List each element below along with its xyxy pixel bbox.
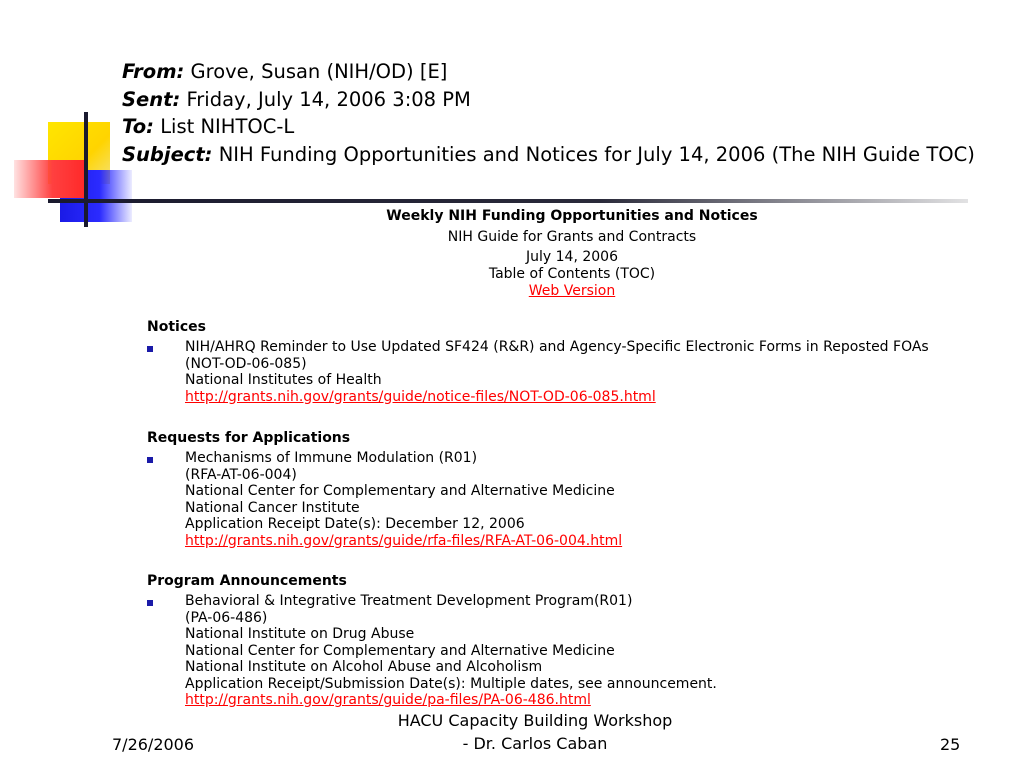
- subject-value: NIH Funding Opportunities and Notices for July 14, 2006 (The NIH Guide TOC): [218, 142, 975, 166]
- notices-heading: Notices: [147, 319, 206, 335]
- logo-red-square: [14, 160, 84, 198]
- footer-page-number: 25: [940, 735, 961, 754]
- logo-vertical-line: [84, 112, 88, 227]
- subject-row: [122, 141, 1017, 169]
- pa-line-2: (PA-06-486): [185, 609, 268, 626]
- pa-item: [185, 593, 1015, 709]
- rfa-item: [185, 450, 1015, 549]
- from-row: [122, 58, 1017, 86]
- notices-line-2: (NOT-OD-06-085): [185, 355, 307, 372]
- pa-line-6: Application Receipt/Submission Date(s): Multiple dates, see announcement.: [185, 675, 717, 692]
- intro-date: July 14, 2006: [526, 249, 618, 265]
- subject-label: Subject:: [122, 142, 213, 166]
- rfa-url-link[interactable]: http://grants.nih.gov/grants/guide/rfa-files/RFA-AT-06-004.html: [185, 532, 623, 549]
- header-divider-line: [48, 199, 968, 203]
- pa-line-3: National Institute on Drug Abuse: [185, 626, 415, 642]
- to-label: To:: [122, 115, 154, 138]
- rfa-line-2: (RFA-AT-06-004): [185, 466, 297, 483]
- rfa-line-1: Mechanisms of Immune Modulation (R01): [185, 450, 478, 466]
- sent-value: Friday, July 14, 2006 3:08 PM: [186, 87, 471, 111]
- footer-center-line-2: - Dr. Carlos Caban: [462, 734, 608, 753]
- pa-line-4: National Center for Complementary and Alternative Medicine: [185, 642, 615, 659]
- rfa-bullet: [147, 457, 153, 463]
- notices-url-link[interactable]: http://grants.nih.gov/grants/guide/notice-files/NOT-OD-06-085.html: [185, 388, 656, 405]
- footer-date: 7/26/2006: [112, 735, 195, 754]
- notices-line-1: NIH/AHRQ Reminder to Use Updated SF424 (R&R) and Agency-Specific Electronic Forms in Reposted FOAs: [185, 339, 929, 355]
- sent-label: Sent:: [122, 87, 181, 111]
- rfa-line-3: National Center for Complementary and Alternative Medicine: [185, 483, 615, 499]
- to-row: [122, 113, 1017, 141]
- footer-center: [380, 709, 690, 755]
- rfa-heading: Requests for Applications: [147, 430, 351, 446]
- intro-toc: Table of Contents (TOC): [488, 266, 656, 282]
- footer-center-line-1: HACU Capacity Building Workshop: [397, 711, 673, 730]
- sent-row: [122, 86, 1017, 114]
- pa-url-link[interactable]: http://grants.nih.gov/grants/guide/pa-files/PA-06-486.html: [185, 692, 591, 708]
- from-value: Grove, Susan (NIH/OD) [E]: [190, 60, 448, 83]
- intro-subtitle: NIH Guide for Grants and Contracts: [447, 229, 697, 245]
- pa-bullet: [147, 600, 153, 606]
- from-label: From:: [122, 60, 185, 83]
- to-value: List NIHTOC-L: [160, 115, 295, 138]
- rfa-line-5: Application Receipt Date(s): December 12, 2006: [185, 516, 525, 532]
- pa-heading: Program Announcements: [147, 573, 347, 589]
- web-version-container: [360, 283, 784, 300]
- pa-line-5: National Institute on Alcohol Abuse and Alcoholism: [185, 659, 543, 675]
- notices-bullet: [147, 346, 153, 352]
- pa-line-1: Behavioral & Integrative Treatment Development Program(R01): [185, 593, 633, 609]
- notices-line-3: National Institutes of Health: [185, 372, 382, 388]
- rfa-line-4: National Cancer Institute: [185, 499, 360, 516]
- web-version-link[interactable]: Web Version: [528, 283, 616, 299]
- email-header: [122, 58, 1017, 168]
- intro-title: Weekly NIH Funding Opportunities and Notices: [386, 208, 758, 224]
- notices-item: [185, 339, 1015, 405]
